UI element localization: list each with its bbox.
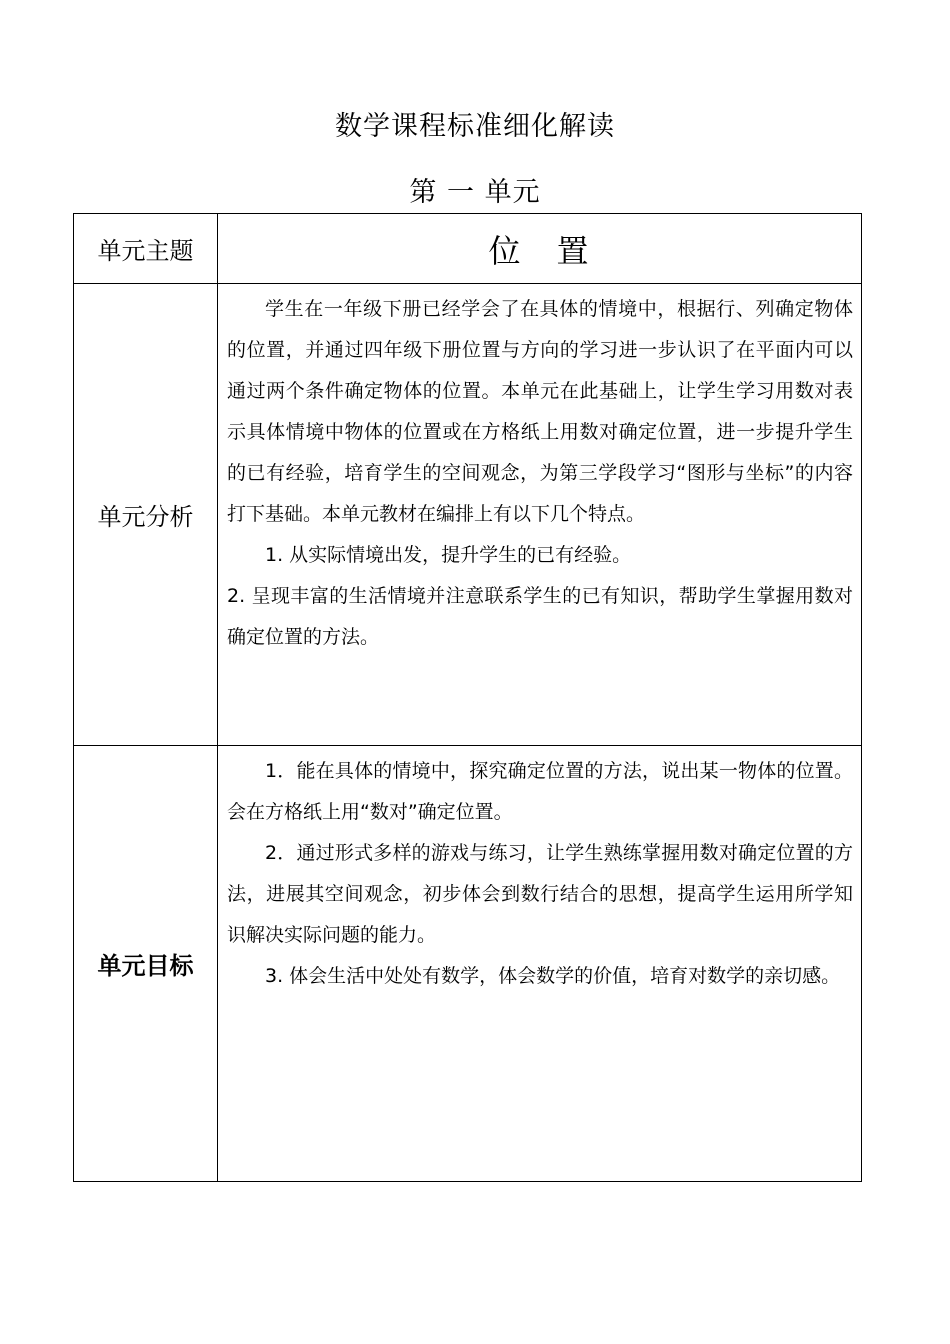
theme-row [74, 214, 862, 284]
document-subtitle: 第 一 单元 [409, 177, 541, 208]
goal-item-2: 2．通过形式多样的游戏与练习，让学生熟练掌握用数对确定位置的方法，进展其空间观念，初步体会到数行结合的思想，提高学生运用所学知识解决实际问题的能力。 [227, 842, 853, 946]
analysis-paragraph: 学生在一年级下册已经学会了在具体的情境中，根据行、列确定物体的位置，并通过四年级下册位置与方向的学习进一步认识了在平面内可以通过两个条件确定物体的位置。本单元在此基础上，让学生学习用数对表示具体情境中物体的位置或在方格纸上用数对确定位置，进一步提升学生的已有经验，培育学生的空间观念，为第三学段学习“图形与坐标”的内容打下基础。本单元教材在编排上有以下几个特点。 [227, 298, 853, 525]
goal-item-3: 3. 体会生活中处处有数学，体会数学的价值，培育对数学的亲切感。 [265, 965, 841, 987]
goals-label: 单元目标 [74, 746, 218, 1182]
theme-label: 单元主题 [74, 214, 218, 284]
analysis-row [74, 284, 862, 746]
goals-row [74, 746, 862, 1182]
document-title: 数学课程标准细化解读 [335, 111, 615, 142]
goal-item-1: 1．能在具体的情境中，探究确定位置的方法，说出某一物体的位置。会在方格纸上用“数对”确定位置。 [227, 760, 853, 823]
analysis-point-1: 1. 从实际情境出发，提升学生的已有经验。 [265, 544, 632, 566]
goals-content [218, 746, 862, 1182]
analysis-point-2: 2. 呈现丰富的生活情境并注意联系学生的已有知识，帮助学生掌握用数对确定位置的方法。 [227, 585, 853, 648]
analysis-label: 单元分析 [74, 284, 218, 746]
unit-table [73, 213, 862, 1182]
analysis-content [218, 284, 862, 746]
theme-value: 位 置 [218, 214, 862, 284]
